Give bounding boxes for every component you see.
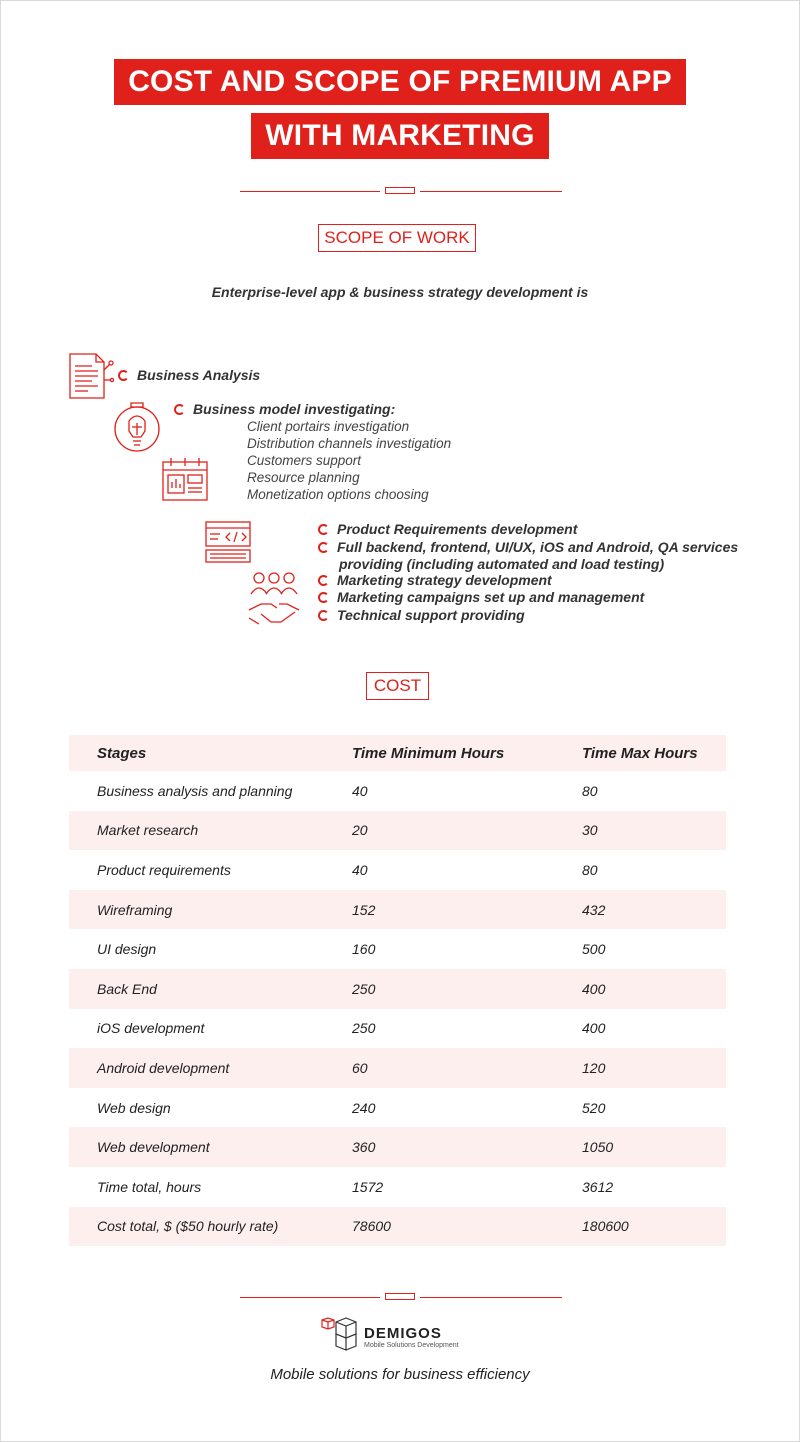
max-hours-cell: 80 [582, 861, 598, 878]
bullet-marker-icon [318, 610, 329, 621]
table-header-row [69, 735, 726, 771]
max-hours-cell: 80 [582, 782, 598, 799]
bullet-business-analysis: Business Analysis [118, 367, 260, 383]
business-model-item: Monetization options choosing [247, 487, 429, 502]
header-time-min: Time Minimum Hours [352, 744, 505, 762]
business-model-item: Client portairs investigation [247, 419, 410, 434]
title-line-2 [0, 113, 800, 159]
bullet-business-model: Business model investigating: [174, 401, 395, 417]
service-item: Technical support providing [318, 607, 525, 623]
business-model-item: Resource planning [247, 470, 360, 485]
max-hours-cell: 30 [582, 822, 598, 839]
bullet-marker-icon [118, 370, 129, 381]
stage-cell: Business analysis and planning [97, 782, 293, 799]
max-hours-cell: 400 [582, 1020, 606, 1037]
stage-cell: Wireframing [97, 901, 173, 918]
max-hours-cell: 432 [582, 901, 606, 918]
max-hours-cell: 3612 [582, 1178, 614, 1195]
header-time-max: Time Max Hours [582, 744, 698, 762]
bullet-marker-icon [318, 575, 329, 586]
service-item: Marketing campaigns set up and management [318, 589, 644, 605]
divider-top [240, 185, 562, 197]
stage-cell: Time total, hours [97, 1178, 202, 1195]
title-line-1 [0, 59, 800, 105]
min-hours-cell: 60 [352, 1059, 368, 1076]
stage-cell: Product requirements [97, 861, 231, 878]
table-row [69, 771, 726, 811]
code-window-icon [204, 520, 252, 564]
table-row [69, 811, 726, 851]
stage-cell: Web design [97, 1099, 171, 1116]
max-hours-cell: 520 [582, 1099, 606, 1116]
stage-cell: Android development [97, 1059, 230, 1076]
idea-bulb-icon [111, 401, 165, 453]
max-hours-cell: 500 [582, 941, 606, 958]
min-hours-cell: 250 [352, 980, 376, 997]
table-row [69, 1088, 726, 1128]
min-hours-cell: 78600 [352, 1218, 391, 1235]
demigos-logo-icon [320, 1316, 360, 1352]
min-hours-cell: 40 [352, 782, 368, 799]
footer-tagline: Mobile solutions for business efficiency [270, 1366, 530, 1383]
min-hours-cell: 250 [352, 1020, 376, 1037]
table-row-total-cost [69, 1207, 726, 1247]
bullet-marker-icon [318, 592, 329, 603]
min-hours-cell: 160 [352, 941, 376, 958]
min-hours-cell: 360 [352, 1139, 376, 1156]
table-row [69, 929, 726, 969]
min-hours-cell: 152 [352, 901, 376, 918]
page-title: COST AND SCOPE OF PREMIUM APP [114, 59, 686, 105]
table-row-total-hours [69, 1167, 726, 1207]
max-hours-cell: 180600 [582, 1218, 629, 1235]
stage-cell: Market research [97, 822, 199, 839]
bullet-marker-icon [174, 404, 185, 415]
table-row [69, 1048, 726, 1088]
stage-cell: Cost total, $ ($50 hourly rate) [97, 1218, 279, 1235]
brand-name: DEMIGOS [364, 1325, 442, 1342]
min-hours-cell: 1572 [352, 1178, 384, 1195]
cost-table [69, 735, 726, 1246]
max-hours-cell: 120 [582, 1059, 606, 1076]
header-stages: Stages [97, 744, 147, 762]
scope-intro: Enterprise-level app & business strategy development is [211, 284, 589, 300]
brand-subtitle: Mobile Solutions Development [364, 1342, 459, 1349]
team-support-icon [247, 570, 301, 628]
page-subtitle: WITH MARKETING [251, 113, 548, 159]
stage-cell: UI design [97, 941, 157, 958]
divider-bottom [240, 1291, 562, 1303]
min-hours-cell: 20 [352, 822, 368, 839]
service-item-continued: providing (including automated and load testing) [339, 556, 665, 572]
min-hours-cell: 240 [352, 1099, 376, 1116]
table-row [69, 969, 726, 1009]
max-hours-cell: 400 [582, 980, 606, 997]
min-hours-cell: 40 [352, 861, 368, 878]
max-hours-cell: 1050 [582, 1139, 614, 1156]
service-item: Full backend, frontend, UI/UX, iOS and Android, QA services [318, 539, 738, 555]
table-row [69, 1009, 726, 1049]
stage-cell: Web development [97, 1139, 210, 1156]
stage-cell: iOS development [97, 1020, 205, 1037]
business-model-item: Distribution channels investigation [247, 436, 452, 451]
cost-label: COST [366, 672, 429, 700]
service-item: Product Requirements development [318, 521, 577, 537]
brand-logo [320, 1316, 459, 1356]
calendar-dashboard-icon [161, 456, 209, 502]
document-analysis-icon [68, 352, 114, 400]
table-row [69, 850, 726, 890]
table-row [69, 890, 726, 930]
bullet-marker-icon [318, 524, 329, 535]
table-row [69, 1127, 726, 1167]
scope-of-work-label: SCOPE OF WORK [318, 224, 476, 252]
service-item: Marketing strategy development [318, 572, 552, 588]
stage-cell: Back End [97, 980, 157, 997]
business-model-item: Customers support [247, 453, 362, 468]
bullet-marker-icon [318, 542, 329, 553]
